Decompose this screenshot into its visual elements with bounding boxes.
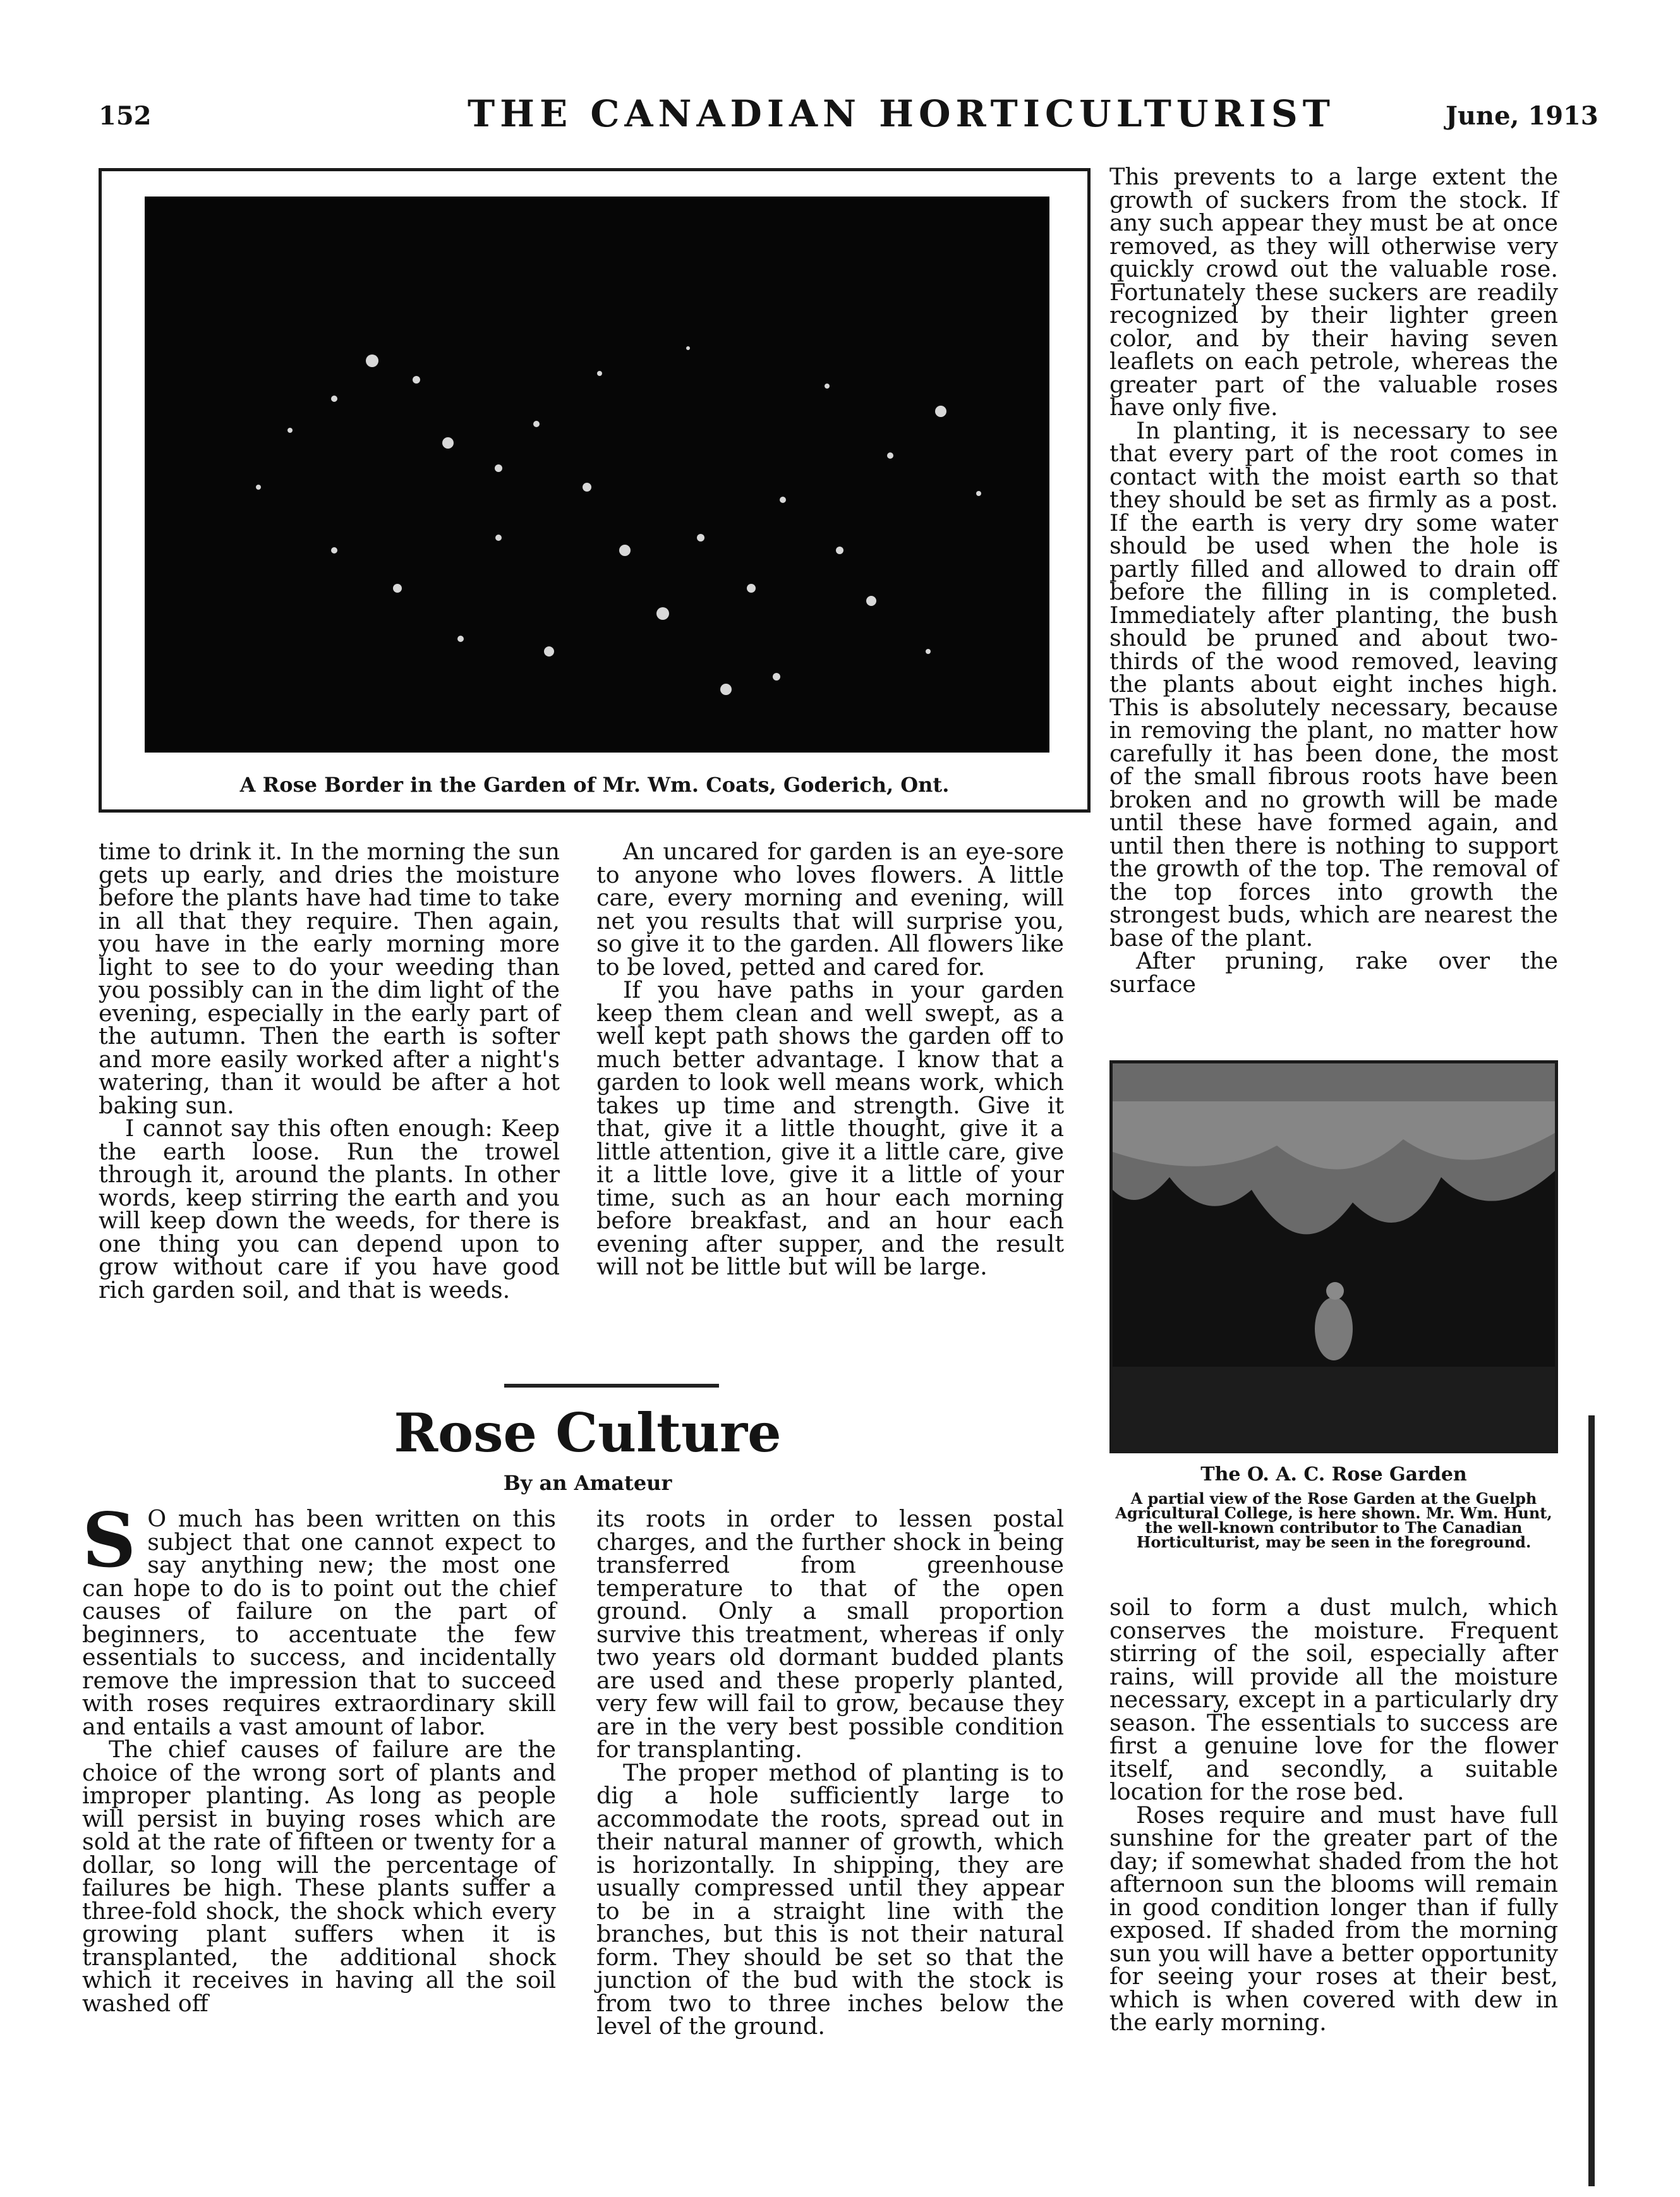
headline-rule (504, 1384, 719, 1388)
paragraph: In planting, it is necessary to see that every part of the root comes in contact with the moist earth so that they should be set as firmly as a post. If the earth is very dry some water should be used when the hole is partly filled and allowed to drain off before the filling in is completed. Immediately after planting, the bush should be pruned and about two-thirds of the wood removed, leaving the plants about eight inches high. This is absolutely necessary, because in removing the plant, no matter how carefully it has been done, the most of the small fibrous roots have been broken and no growth will be made until these have formed again, and until then there is nothing to support the growth of the top. The removal of the top forces into growth the strongest buds, which are nearest the base of the plant. (1109, 416, 1558, 952)
article-column-1 (82, 1496, 556, 2017)
oac-rose-garden-graphic (1113, 1063, 1555, 1450)
paragraph: This prevents to a large extent the growth of suckers from the stock. If any such appear they must be at once removed, as they will otherwise very quickly crowd out the valuable rose. Fortunately these suckers are readily recognized by their lighter green color, and by their having seven leaflets on each petrole, whereas the greater part of the valuable roses have only five. (1109, 163, 1558, 421)
drop-cap: S (82, 1496, 136, 1584)
column-2-top (596, 840, 1064, 1279)
paragraph: soil to form a dust mulch, which conserves the moisture. Frequent stirring of the soil, especially after rains, will provide all the moisture necessary, except in a particularly dry season. The essentials to success are first a genuine love for the flower itself, and secondly, a suitable location for the rose bed. (1109, 1594, 1558, 1805)
paragraph: The chief causes of failure are the choice of the wrong sort of plants and improper planting. As long as people will persist in buying roses which are sold at the rate of fifteen or twenty for a dollar, so long will the percentage of failures be high. These plants suffer a three-fold shock, the shock which every growing plant suffers when it is transplanted, the additional shock which it receives in having all the soil washed off (82, 1736, 556, 2017)
paragraph: The proper method of planting is to dig a hole sufficiently large to accommodate the roots, spread out in their natural manner of growth, which is horizontally. In shipping, they are usually compressed until they appear to be in a straight line with the branches, but this is not their natural form. They should be set so that the junction of the bud with the stock is from two to three inches below the level of the ground. (596, 1758, 1064, 2040)
article-headline: Rose Culture (394, 1401, 782, 1464)
paragraph: If you have paths in your garden keep them clean and well swept, as a well kept path shows the garden off to much better advantage. I know that a garden to look well means work, which takes up time and strength. Give it that, give it a little thought, give it a little attention, give it a little care, give it a little love, give it a little of your time, such as an hour each morning before breakfast, and an hour each evening after supper, and the result will not be little but will be large. (596, 976, 1064, 1280)
oac-photo-title: The O. A. C. Rose Garden (1200, 1463, 1467, 1486)
article-opening-paragraph (82, 1496, 556, 1740)
oac-photo-caption: A partial view of the Rose Garden at the Guelph Agricultural College, is here shown. Mr. Wm. Hunt, the well-known contributor to The Canadian Horticulturist, may be seen in the foreground. (1115, 1489, 1552, 1551)
paragraph: Roses require and must have full sunshine for the greater part of the day; if somewhat shaded from the hot afternoon sun the blooms will remain in good condition longer than if fully exposed. If shaded from the morning sun you will have a better opportunity for seeing your roses at their best, which is when covered with dew in the early morning. (1109, 1801, 1558, 2036)
paragraph: After pruning, rake over the surface (1109, 947, 1558, 998)
issue-date: June, 1913 (1446, 101, 1598, 131)
masthead: THE CANADIAN HORTICULTURIST (468, 92, 1335, 135)
rose-border-caption: A Rose Border in the Garden of Mr. Wm. Coats, Goderich, Ont. (239, 773, 950, 797)
column-1-top (99, 840, 560, 1302)
rose-border-figure (99, 168, 1091, 813)
article-byline: By an Amateur (503, 1471, 672, 1495)
paragraph: I cannot say this often enough: Keep the earth loose. Run the trowel through it, around the plants. In other words, keep stirring the earth and you will keep down the weeds, for there is one thing you can depend upon to grow without care if you have good rich garden soil, and that is weeds. (99, 1115, 560, 1304)
paragraph: An uncared for garden is an eye-sore to anyone who loves flowers. A little care, every morning and evening, will net you results that will surprise you, so give it to the garden. All flowers like to be loved, petted and cared for. (596, 838, 1064, 981)
column-3-top (1109, 163, 1558, 998)
paragraph: time to drink it. In the morning the sun gets up early, and dries the moisture before the plants have had time to take in all that they require. Then again, you have in the early morning more light to see to do your weeding than you possibly can in the dim light of the evening, especially in the early part of the autumn. Then the earth is softer and more easily worked after a night's watering, than it would be after a hot baking sun. (99, 838, 560, 1119)
rose-border-photo-graphic (145, 197, 1049, 753)
article-column-2 (596, 1505, 1064, 2040)
paragraph: its roots in order to lessen postal charges, and the further shock in being transferred from greenhouse temperature to that of the open ground. Only a small proportion survive this treatment, whereas if only two years old dormant budded plants are used and these properly planted, very few will fail to grow, because they are in the very best possible condition for transplanting. (596, 1505, 1064, 1763)
rose-border-photo (145, 197, 1049, 753)
paragraph-text: O much has been written on this subject that one cannot expect to say anything new; the most one can hope to do is to point out the chief causes of failure on the part of beginners, to accentuate the few essentials to success, and incidentally remove the impression that to succeed with roses requires extraordinary skill and entails a vast amount of labor. (82, 1505, 556, 1740)
page-edge-shadow (1588, 1415, 1595, 2186)
oac-rose-garden-photo (1109, 1060, 1558, 1453)
page-number: 152 (99, 101, 152, 131)
article-column-3 (1109, 1596, 1558, 2035)
